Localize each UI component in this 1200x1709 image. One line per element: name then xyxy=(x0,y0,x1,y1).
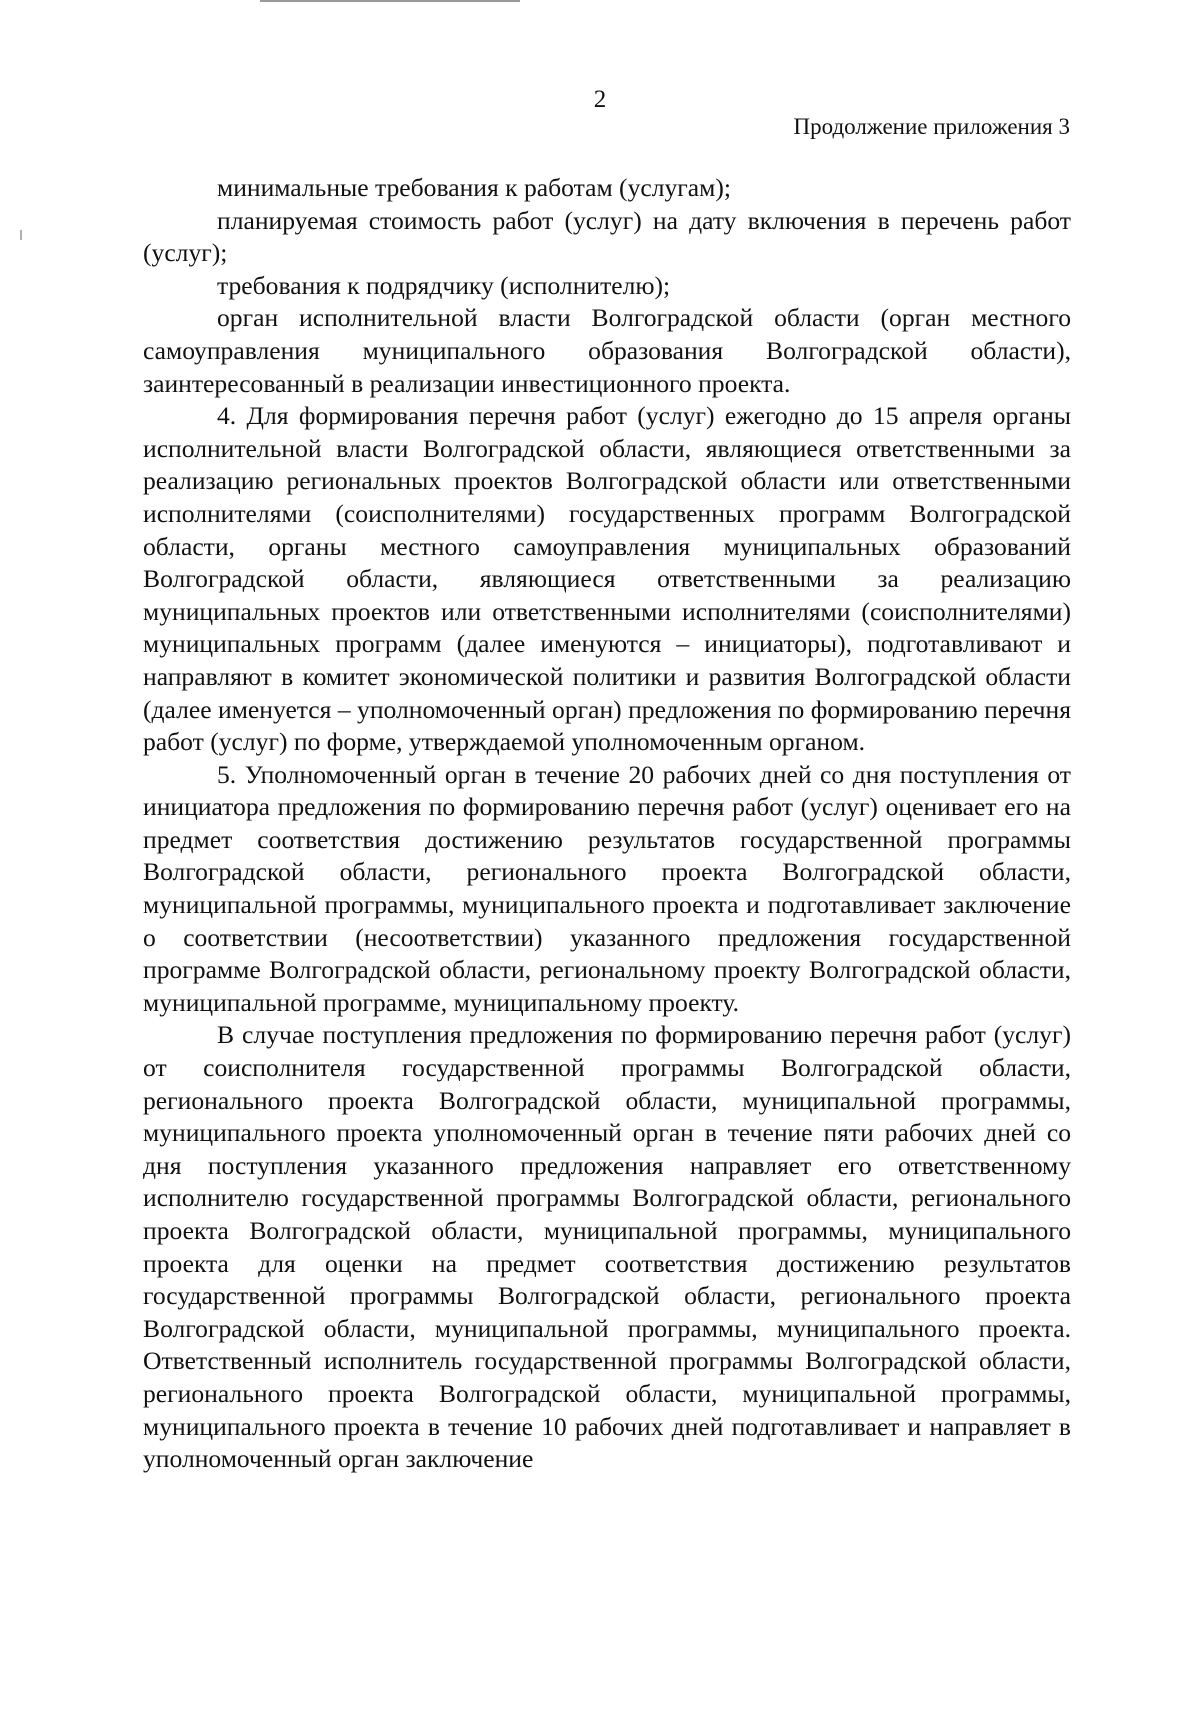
paragraph-co-executor-case: В случае поступления предложения по формированию перечня работ (услуг) от соисполнителя государственной программы Волгоградской области, регионального проекта Волгоградской области, муниципальной программы, муниципального проекта уполномоченный орган в течение пяти рабочих дней со дня поступления указанного предложения направляет его ответственному исполнителю государственной программы Волгоградской области, регионального проекта Волгоградской области, муниципальной программы, муниципального проекта для оценки на предмет соответствия достижению результатов государственной программы Волгоградской области, регионального проекта Волгоградской области, муниципальной программы, муниципального проекта. Ответственный исполнитель государственной программы Волгоградской области, регионального проекта Волгоградской области, муниципальной программы, муниципального проекта в течение 10 рабочих дней подготавливает и направляет в уполномоченный орган заключение xyxy=(143,1020,1071,1474)
paragraph-contractor-requirements: требования к подрядчику (исполнителю); xyxy=(217,270,671,300)
paragraph-item-5: 5. Уполномоченный орган в течение 20 рабочих дней со дня поступления от инициатора предложения по формированию перечня работ (услуг) оценивает его на предмет соответствия достижению результатов государственной программы Волгоградской области, регионального проекта Волгоградской области, муниципальной программы, муниципального проекта и подготавливает заключение о соответствии (несоответствии) указанного предложения государственной программе Волгоградской области, региональному проекту Волгоградской области, муниципальной программе, муниципальному проекту. xyxy=(143,759,1071,1017)
paragraph-min-requirements: минимальные требования к работам (услугам); xyxy=(217,173,731,202)
appendix-continuation-label: Продолжение приложения 3 xyxy=(793,114,1070,139)
page-number: 2 xyxy=(593,86,607,113)
scan-artifact-mark xyxy=(20,230,22,240)
document-body xyxy=(143,172,1071,1476)
paragraph-interested-authority: орган исполнительной власти Волгоградской области (орган местного самоуправления муниципального образования Волгоградской области), заинтересованный в реализации инвестиционного проекта. xyxy=(143,303,1071,398)
paragraph-planned-cost: планируемая стоимость работ (услуг) на дату включения в перечень работ (услуг); xyxy=(143,205,1071,268)
scan-artifact-line xyxy=(260,0,520,2)
paragraph-item-4: 4. Для формирования перечня работ (услуг) ежегодно до 15 апреля органы исполнительной власти Волгоградской области, являющиеся ответственными за реализацию региональных проектов Волгоградской области или ответственными исполнителями (соисполнителями) государственных программ Волгоградской области, органы местного самоуправления муниципальных образований Волгоградской области, являющиеся ответственными за реализацию муниципальных проектов или ответственными исполнителями (соисполнителями) муниципальных программ (далее именуются – инициаторы), подготавливают и направляют в комитет экономической политики и развития Волгоградской области (далее именуется – уполномоченный орган) предложения по формированию перечня работ (услуг) по форме, утверждаемой уполномоченным органом. xyxy=(143,401,1071,757)
